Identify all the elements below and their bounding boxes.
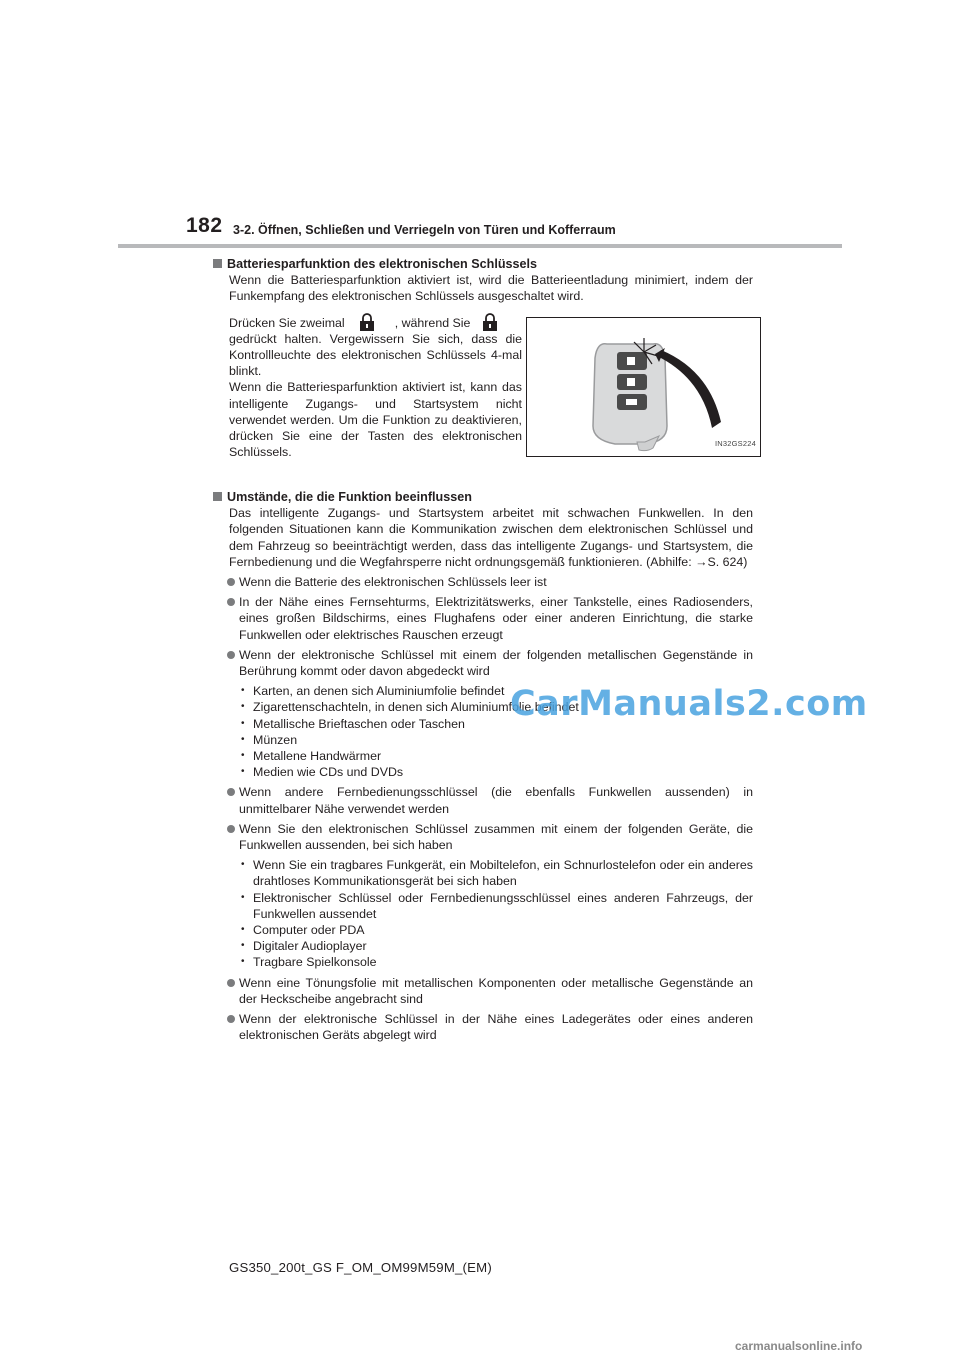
list-item-text: Wenn andere Fernbedienungsschlüssel (die ebenfalls Funkwellen aussenden) in unmittelbarer Nähe verwendet werden bbox=[239, 785, 753, 816]
sub-item: • Karten, an denen sich Aluminiumfolie befindet bbox=[239, 683, 753, 699]
document-code: GS350_200t_GS F_OM_OM99M59M_(EM) bbox=[229, 1260, 492, 1275]
list-item-text: Wenn Sie den elektronischen Schlüssel zusammen mit einem der folgenden Geräte, die Funkwellen aussenden, bei sich haben bbox=[239, 821, 753, 853]
sub-item: • Zigarettenschachteln, in denen sich Aluminiumfolie befindet bbox=[239, 699, 753, 715]
page-number: 182 bbox=[186, 214, 223, 237]
instruction-post: gedrückt halten. Vergewissern Sie sich, dass die Kontrollleuchte des elektronischen Schlüssels 4-mal blinkt. bbox=[229, 331, 522, 379]
bullet-dot-icon bbox=[227, 1015, 235, 1023]
bullet-dot-icon bbox=[227, 651, 235, 659]
list-item-text: In der Nähe eines Fernsehturms, Elektrizitätswerks, einer Tankstelle, eines Radiosenders, eines großen Bildschirms, eines Flughafens oder einer anderen Einrichtung, die starke Funkwellen oder elektrisches Rauschen erzeugt bbox=[239, 595, 753, 642]
figure-caption: IN32GS224 bbox=[715, 439, 756, 449]
list-item-text: Wenn die Batterie des elektronischen Schlüssels leer ist bbox=[239, 575, 547, 590]
block-intro: Wenn die Batteriesparfunktion aktiviert ist, wird die Batterieentladung minimiert, indem der Funkempfang des elektronischen Schlüssels ausgeschaltet wird. bbox=[229, 273, 753, 304]
watermark-logo: CarManuals2.com bbox=[510, 684, 868, 724]
list-item-text: Wenn der elektronische Schlüssel mit einem der folgenden metallischen Gegenstände in Berührung kommt oder davon abgedeckt wird bbox=[239, 647, 753, 679]
list-item bbox=[213, 594, 753, 643]
bullet-dot-icon bbox=[227, 598, 235, 606]
sub-item: • Tragbare Spielkonsole bbox=[239, 954, 753, 970]
list-item-text: Wenn der elektronische Schlüssel in der Nähe eines Ladegerätes oder eines anderen elektronischen Geräts abgelegt wird bbox=[239, 1012, 753, 1043]
bullet-dot-icon bbox=[227, 578, 235, 586]
instruction-pre: Drücken Sie zweimal bbox=[229, 315, 345, 330]
block-heading bbox=[213, 489, 753, 505]
list-item bbox=[213, 821, 753, 971]
bullet-dot-icon bbox=[227, 825, 235, 833]
sub-item: • Metallene Handwärmer bbox=[239, 748, 753, 764]
instruction-text bbox=[229, 313, 522, 461]
list-item bbox=[213, 1011, 753, 1043]
instruction-with-figure bbox=[213, 313, 756, 513]
lock-icon bbox=[482, 313, 498, 331]
sub-item: • Metallische Brieftaschen oder Taschen bbox=[239, 716, 753, 732]
block-influencing-circumstances bbox=[213, 489, 753, 1044]
block-battery-saving bbox=[213, 256, 756, 513]
page-header bbox=[0, 0, 960, 250]
sub-item: • Digitaler Audioplayer bbox=[239, 938, 753, 954]
instruction-more: Wenn die Batteriesparfunktion aktiviert ist, kann das intelligente Zugangs- und Startsystem nicht verwendet werden. Um die Funktion zu deaktivieren, drücken Sie eine der Tasten des elektronischen Schlüssels. bbox=[229, 380, 522, 460]
square-bullet-icon bbox=[213, 492, 222, 501]
heading-text: Batteriesparfunktion des elektronischen Schlüssels bbox=[227, 257, 538, 271]
block-heading bbox=[213, 256, 753, 272]
lock-icon bbox=[359, 313, 375, 331]
list-item bbox=[213, 784, 753, 816]
sub-item: • Wenn Sie ein tragbares Funkgerät, ein Mobiltelefon, ein Schnurlostelefon oder ein anderes drahtloses Kommunikationsgerät bei sich haben bbox=[239, 857, 753, 889]
heading-text: Umstände, die die Funktion beeinflussen bbox=[227, 490, 472, 504]
list-item-text: Wenn eine Tönungsfolie mit metallischen Komponenten oder metallische Gegenstände an der Heckscheibe angebracht sind bbox=[239, 975, 753, 1006]
list-item bbox=[213, 975, 753, 1007]
electronic-key-illustration bbox=[527, 318, 760, 456]
list-item bbox=[213, 574, 753, 590]
bullet-dot-icon bbox=[227, 979, 235, 987]
device-items-list bbox=[239, 857, 753, 970]
sub-item: • Münzen bbox=[239, 732, 753, 748]
sub-item: • Computer oder PDA bbox=[239, 922, 753, 938]
header-rule bbox=[118, 244, 842, 248]
key-figure bbox=[526, 317, 761, 457]
sub-item: • Medien wie CDs und DVDs bbox=[239, 764, 753, 780]
sub-item: • Elektronischer Schlüssel oder Fernbedienungsschlüssel eines anderen Fahrzeugs, der Funkwellen aussendet bbox=[239, 890, 753, 922]
square-bullet-icon bbox=[213, 259, 222, 268]
instruction-mid: , während Sie bbox=[394, 315, 471, 330]
section-title: 3-2. Öffnen, Schließen und Verriegeln von Türen und Kofferraum bbox=[233, 223, 616, 237]
watermark-url: carmanualsonline.info bbox=[735, 1339, 863, 1353]
block-intro: Das intelligente Zugangs- und Startsystem arbeitet mit schwachen Funkwellen. In den folgenden Situationen kann die Kommunikation zwischen dem elektronischen Schlüssel und dem Fahrzeug so beeinträchtigt werden, dass das intelligente Zugangs- und Startsystem, die Fernbedienung und die Wegfahrsperre nicht ordnungsgemäß funktionieren. (Abhilfe: →S. 624) bbox=[229, 506, 753, 569]
bullet-dot-icon bbox=[227, 788, 235, 796]
